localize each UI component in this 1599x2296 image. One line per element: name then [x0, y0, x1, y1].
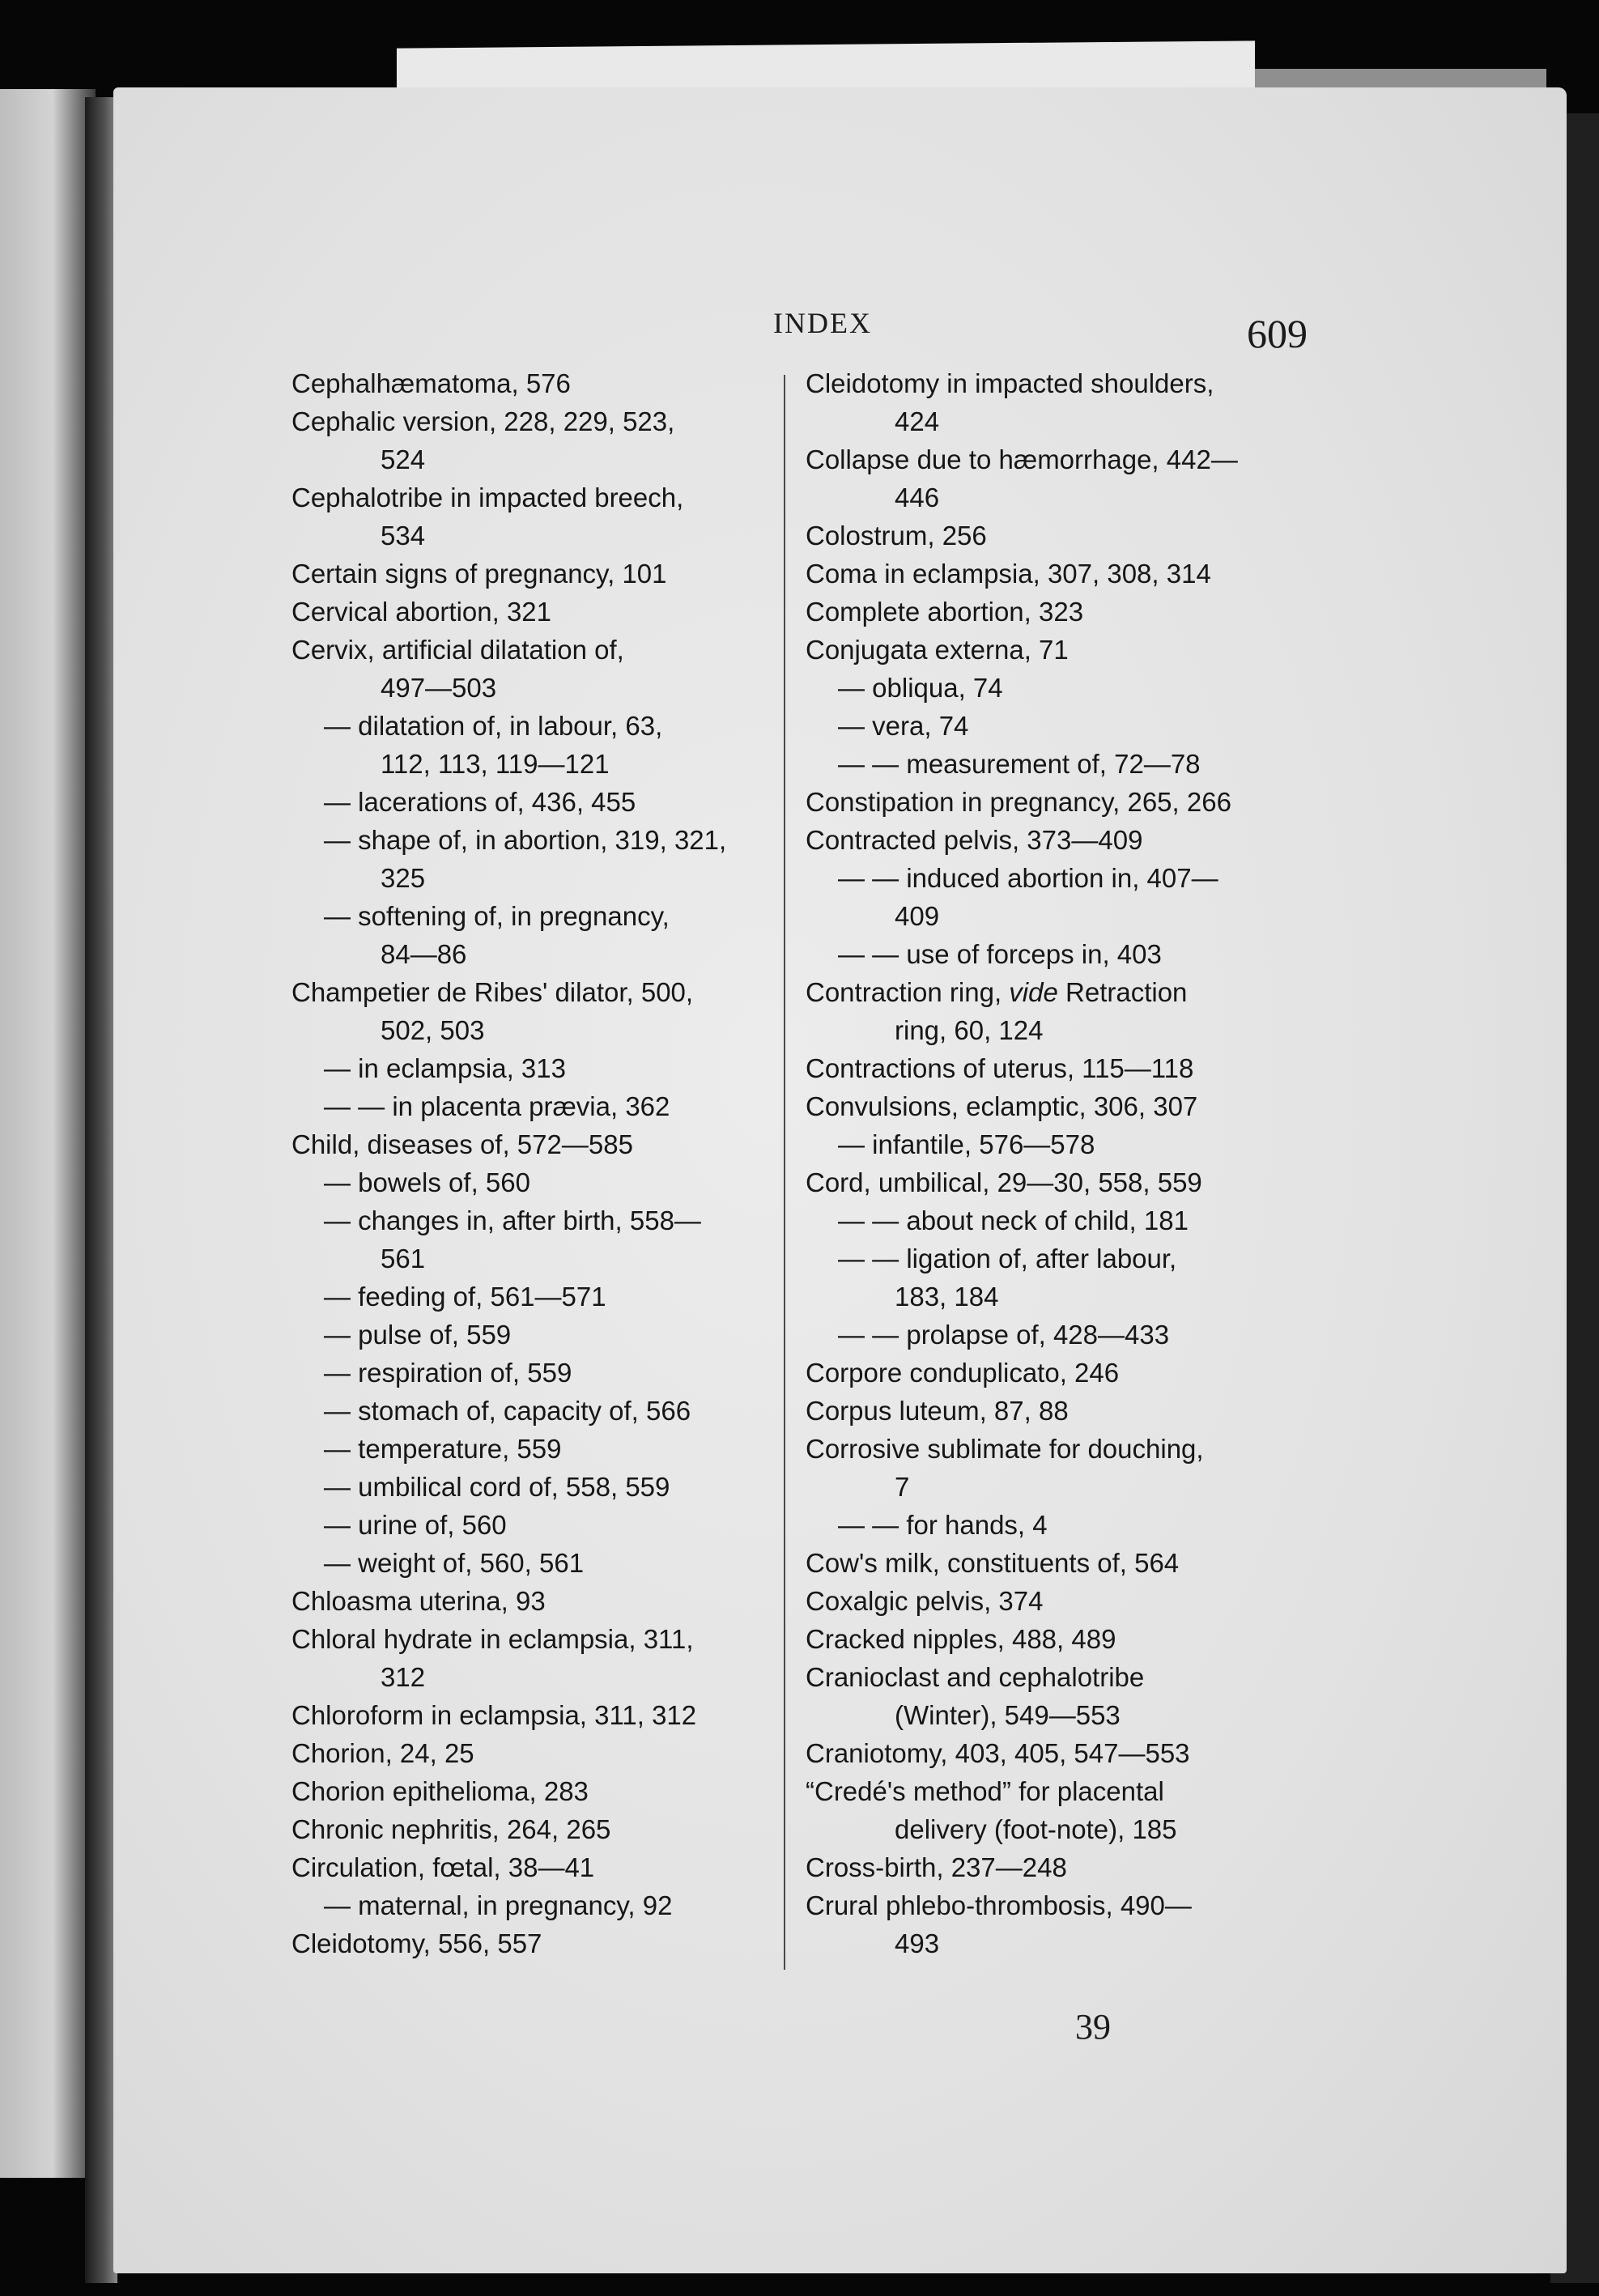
index-subentry: — — ligation of, after labour,	[838, 1244, 1177, 1273]
index-entry: Cervix, artificial dilatation of,	[291, 635, 624, 665]
index-subentry: — — in placenta prævia, 362	[324, 1091, 670, 1121]
index-entry: Colostrum, 256	[806, 521, 987, 551]
index-subentry: — shape of, in abortion, 319, 321,	[324, 825, 727, 855]
index-subentry: — weight of, 560, 561	[324, 1548, 585, 1578]
index-entry: Chloasma uterina, 93	[291, 1586, 546, 1616]
index-subentry: — — for hands, 4	[838, 1510, 1048, 1540]
index-entry: Chloroform in eclampsia, 311, 312	[291, 1700, 697, 1730]
index-entry-continuation: ring, 60, 124	[895, 1015, 1044, 1045]
index-entry: Contractions of uterus, 115—118	[806, 1053, 1194, 1083]
index-subentry: — — prolapse of, 428—433	[838, 1320, 1170, 1350]
index-entry: Complete abortion, 323	[806, 597, 1084, 627]
index-entry-continuation: 183, 184	[895, 1282, 999, 1312]
index-entry: Cephalic version, 228, 229, 523,	[291, 406, 675, 436]
index-entry: Cleidotomy in impacted shoulders,	[806, 368, 1214, 398]
index-entry: Contraction ring, vide Retraction	[806, 977, 1188, 1007]
index-subentry: — changes in, after birth, 558—	[324, 1205, 701, 1235]
signature-mark: 39	[1075, 2007, 1111, 2047]
index-entry-continuation: 312	[381, 1662, 426, 1692]
index-column-right	[806, 364, 1308, 1962]
index-entry-continuation: 534	[381, 521, 426, 551]
index-entry: Crural phlebo-thrombosis, 490—	[806, 1890, 1192, 1920]
index-entry: Certain signs of pregnancy, 101	[291, 559, 667, 589]
index-entry: Cow's milk, constituents of, 564	[806, 1548, 1180, 1578]
column-divider	[784, 375, 785, 1970]
index-entry: Cracked nipples, 488, 489	[806, 1624, 1116, 1654]
index-subentry: — — about neck of child, 181	[838, 1205, 1189, 1235]
index-column-left	[291, 364, 793, 1962]
index-subentry: — respiration of, 559	[324, 1358, 572, 1388]
index-subentry: — umbilical cord of, 558, 559	[324, 1472, 670, 1502]
index-subentry: — — measurement of, 72—78	[838, 749, 1201, 779]
index-entry-continuation: 493	[895, 1928, 940, 1958]
index-entry-continuation: 7	[895, 1472, 910, 1502]
index-entry: Craniotomy, 403, 405, 547—553	[806, 1738, 1190, 1768]
index-subentry: — in eclampsia, 313	[324, 1053, 566, 1083]
index-entry-continuation: (Winter), 549—553	[895, 1700, 1121, 1730]
index-entry: Cross-birth, 237—248	[806, 1852, 1067, 1882]
index-entry: Chloral hydrate in eclampsia, 311,	[291, 1624, 694, 1654]
index-entry: Cleidotomy, 556, 557	[291, 1928, 542, 1958]
index-subentry: — temperature, 559	[324, 1434, 562, 1464]
index-entry: Contracted pelvis, 373—409	[806, 825, 1143, 855]
index-entry: Cervical abortion, 321	[291, 597, 552, 627]
page-number: 609	[1247, 311, 1308, 356]
index-entry-continuation: delivery (foot-note), 185	[895, 1814, 1177, 1844]
italic-vide: vide	[1009, 977, 1058, 1007]
left-page-edge	[0, 89, 96, 2178]
index-subentry: — softening of, in pregnancy,	[324, 901, 670, 931]
index-subentry: — bowels of, 560	[324, 1167, 530, 1197]
book-spine-shadow	[85, 97, 117, 2283]
index-entry-continuation: 561	[381, 1244, 426, 1273]
index-subentry: — stomach of, capacity of, 566	[324, 1396, 691, 1426]
index-entry: “Credé's method” for placental	[806, 1776, 1164, 1806]
index-entry: Conjugata externa, 71	[806, 635, 1069, 665]
index-entry: Corpus luteum, 87, 88	[806, 1396, 1069, 1426]
index-subentry: — — use of forceps in, 403	[838, 939, 1162, 969]
index-entry-continuation: 84—86	[381, 939, 467, 969]
index-entry: Corpore conduplicato, 246	[806, 1358, 1120, 1388]
index-entry: Constipation in pregnancy, 265, 266	[806, 787, 1231, 817]
index-entry: Circulation, fœtal, 38—41	[291, 1852, 595, 1882]
index-subentry: — pulse of, 559	[324, 1320, 512, 1350]
index-entry: Cranioclast and cephalotribe	[806, 1662, 1145, 1692]
index-entry: Coxalgic pelvis, 374	[806, 1586, 1044, 1616]
index-entry-continuation: 497—503	[381, 673, 497, 703]
index-subentry: — feeding of, 561—571	[324, 1282, 606, 1312]
index-subentry: — infantile, 576—578	[838, 1129, 1095, 1159]
index-subentry: — dilatation of, in labour, 63,	[324, 711, 663, 741]
index-subentry: — lacerations of, 436, 455	[324, 787, 636, 817]
index-entry: Collapse due to hæmorrhage, 442—	[806, 444, 1238, 474]
index-entry: Champetier de Ribes' dilator, 500,	[291, 977, 694, 1007]
index-entry: Cephalhæmatoma, 576	[291, 368, 571, 398]
index-entry-continuation: 524	[381, 444, 426, 474]
running-title: INDEX	[773, 307, 872, 339]
index-entry: Coma in eclampsia, 307, 308, 314	[806, 559, 1211, 589]
index-entry-continuation: 325	[381, 863, 426, 893]
index-subentry: — urine of, 560	[324, 1510, 507, 1540]
index-entry: Cord, umbilical, 29—30, 558, 559	[806, 1167, 1202, 1197]
index-entry-continuation: 424	[895, 406, 940, 436]
index-entry-continuation: 446	[895, 483, 940, 512]
index-entry: Convulsions, eclamptic, 306, 307	[806, 1091, 1198, 1121]
index-entry: Cephalotribe in impacted breech,	[291, 483, 684, 512]
index-entry: Corrosive sublimate for douching,	[806, 1434, 1204, 1464]
index-subentry: — maternal, in pregnancy, 92	[324, 1890, 673, 1920]
index-entry: Child, diseases of, 572—585	[291, 1129, 633, 1159]
index-entry-continuation: 502, 503	[381, 1015, 485, 1045]
index-subentry: — vera, 74	[838, 711, 969, 741]
index-subentry: — — induced abortion in, 407—	[838, 863, 1218, 893]
index-entry-continuation: 112, 113, 119—121	[381, 749, 610, 779]
index-subentry: — obliqua, 74	[838, 673, 1003, 703]
index-entry-continuation: 409	[895, 901, 940, 931]
index-entry: Chorion epithelioma, 283	[291, 1776, 589, 1806]
index-entry: Chronic nephritis, 264, 265	[291, 1814, 611, 1844]
index-entry: Chorion, 24, 25	[291, 1738, 474, 1768]
